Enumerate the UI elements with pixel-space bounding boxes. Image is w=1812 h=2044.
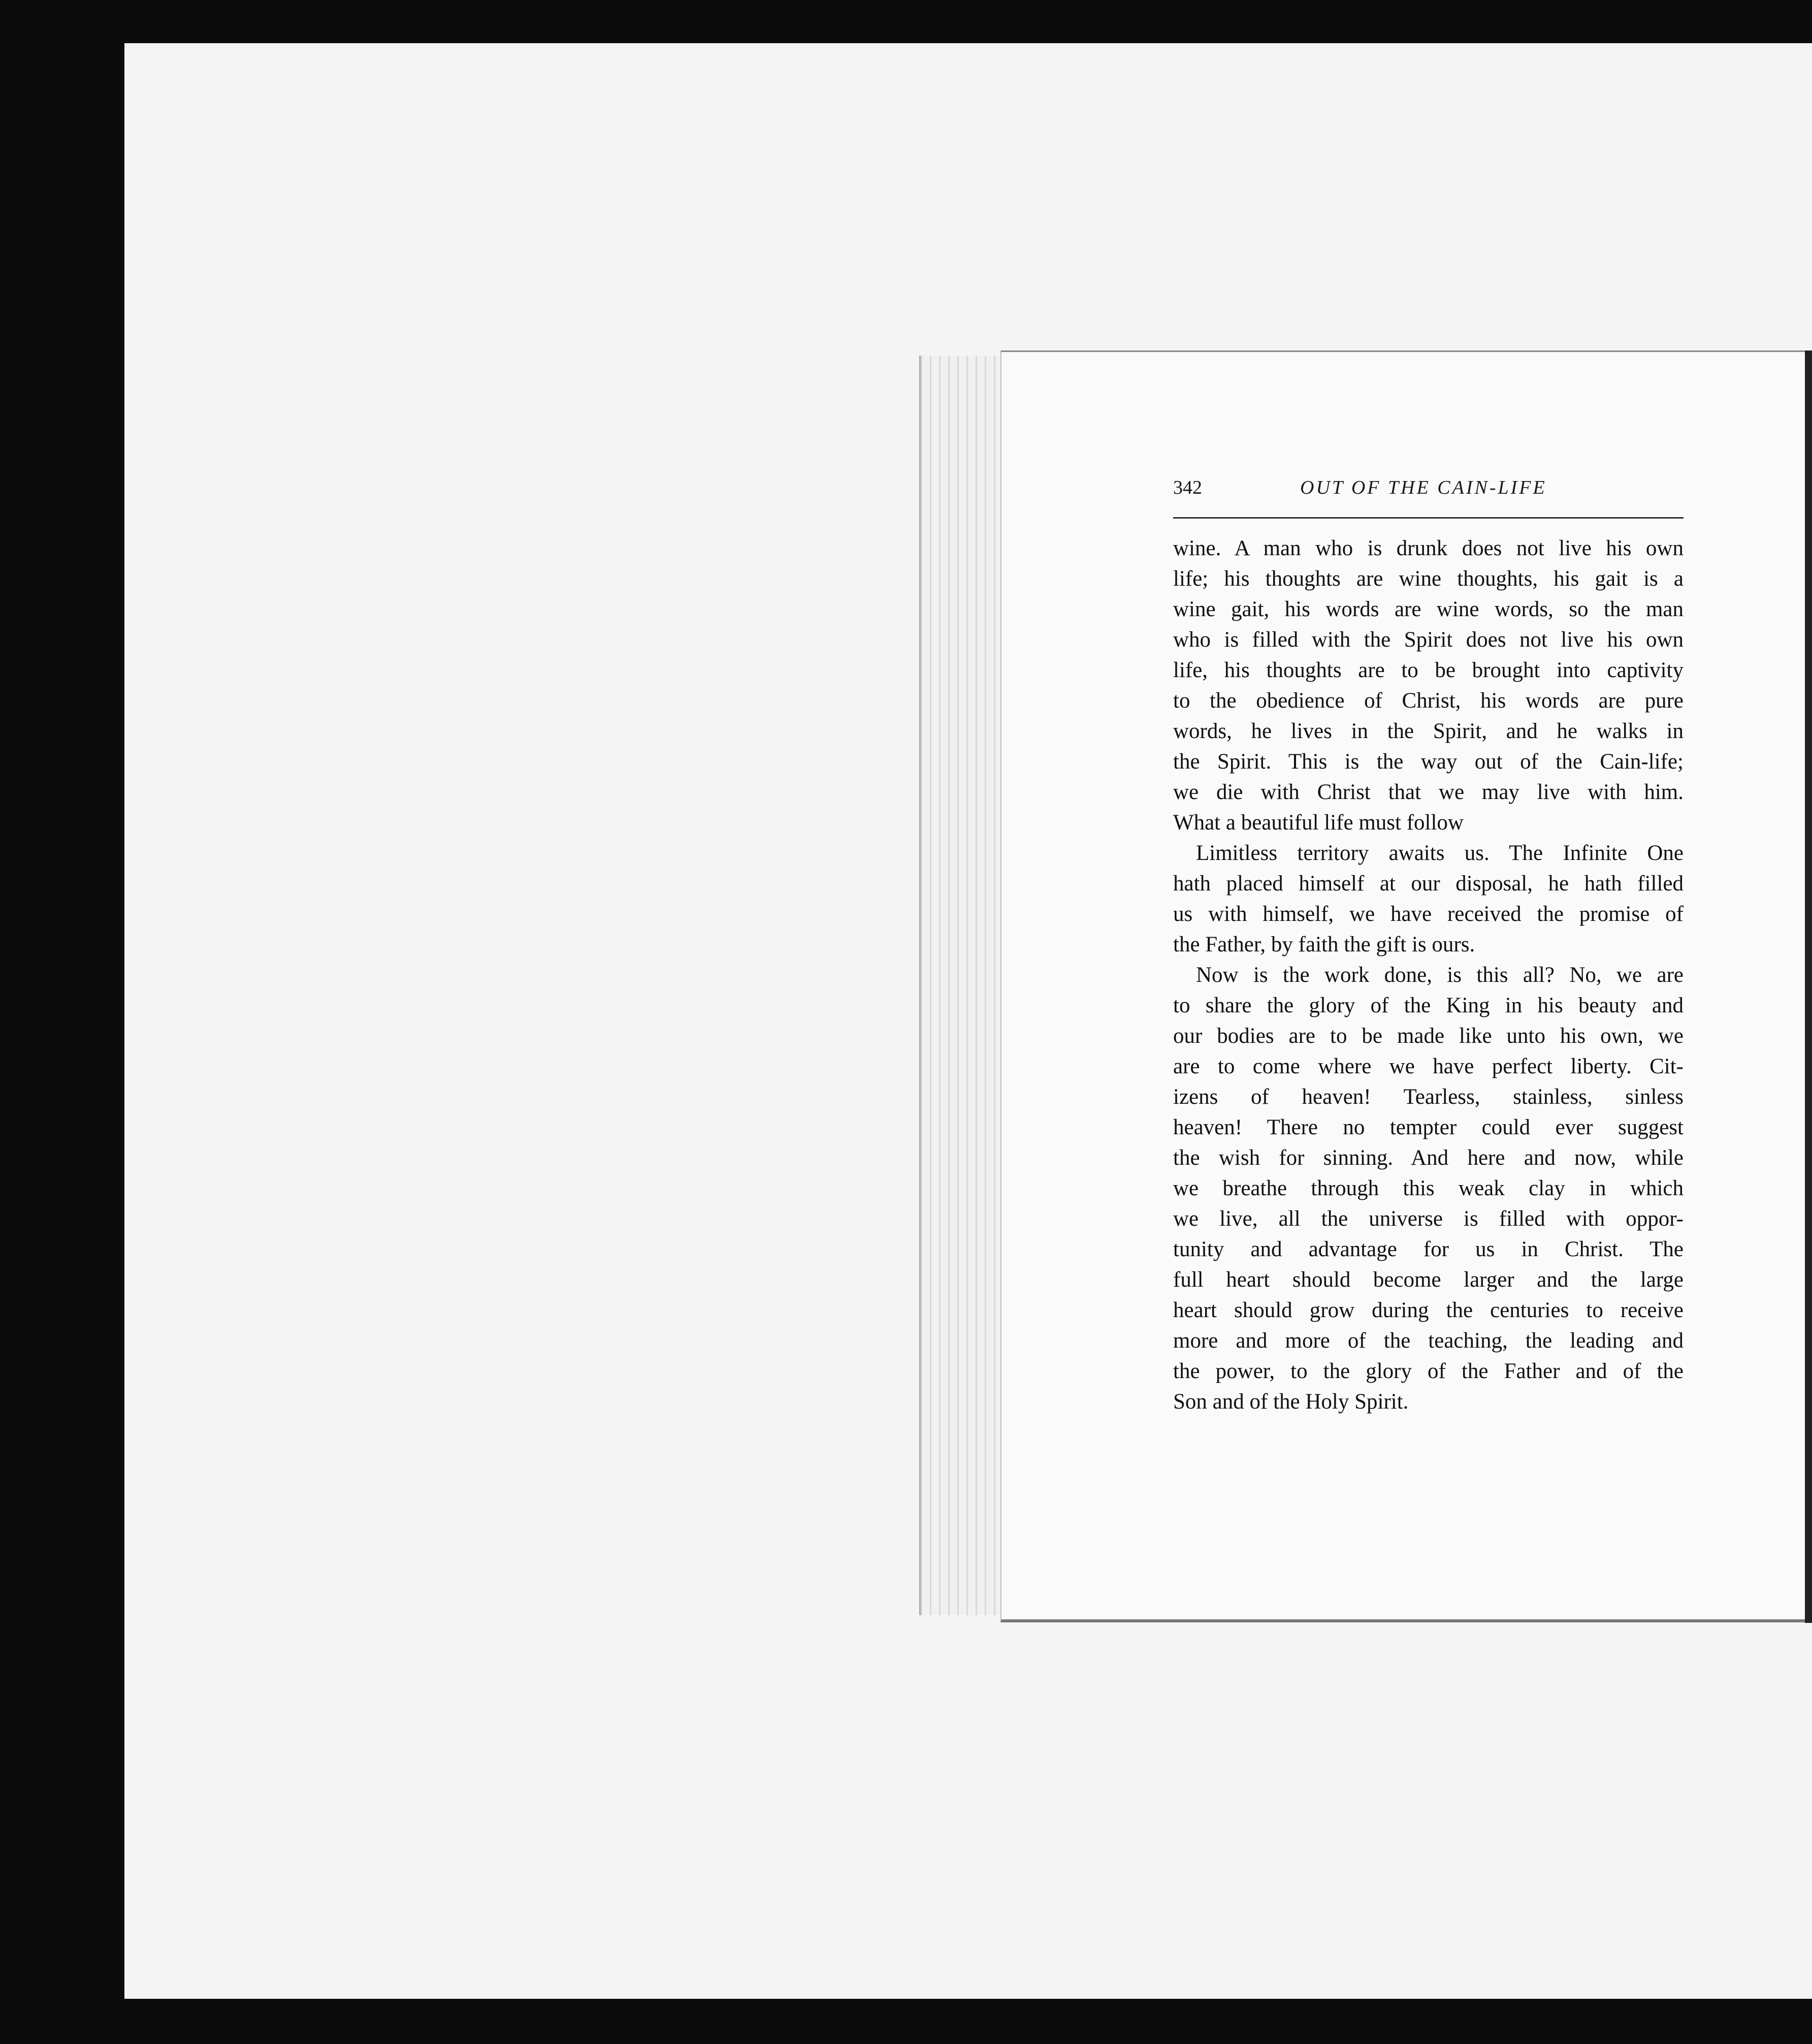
text-line: the Father, by faith the gift is ours.: [1173, 933, 1475, 956]
text-line: to the obedience of Christ, his words are pure: [1173, 689, 1684, 713]
text-line: the Spirit. This is the way out of the Cain-life;: [1173, 750, 1684, 774]
text-line: heaven! There no tempter could ever suggest: [1173, 1115, 1684, 1139]
text-line: Limitless territory awaits us. The Infinite One: [1196, 841, 1684, 865]
running-title: OUT OF THE CAIN-LIFE: [1300, 477, 1547, 498]
text-line: life, his thoughts are to be brought into captivity: [1173, 658, 1684, 682]
text-line: us with himself, we have received the promise of: [1173, 902, 1684, 926]
text-line: heart should grow during the centuries to receive: [1173, 1298, 1684, 1322]
text-line: wine. A man who is drunk does not live his own: [1173, 536, 1684, 560]
text-line: more and more of the teaching, the leading and: [1173, 1329, 1684, 1353]
text-line: words, he lives in the Spirit, and he walks in: [1173, 719, 1684, 743]
text-line: our bodies are to be made like unto his own, we: [1173, 1024, 1684, 1048]
text-line: wine gait, his words are wine words, so the man: [1173, 597, 1684, 621]
page-number: 342: [1173, 477, 1202, 498]
text-line: What a beautiful life must follow: [1173, 811, 1464, 835]
running-head: [1173, 476, 1684, 512]
text-line: Son and of the Holy Spirit.: [1173, 1390, 1409, 1414]
text-line: are to come where we have perfect liberty. Cit-: [1173, 1055, 1684, 1078]
text-line: the power, to the glory of the Father and of the: [1173, 1359, 1684, 1383]
page-edges: [919, 356, 1007, 1615]
body-text: [1173, 533, 1684, 1417]
top-border: [0, 0, 1812, 11]
text-line: we live, all the universe is filled with oppor-: [1173, 1207, 1684, 1231]
text-line: life; his thoughts are wine thoughts, his gait is a: [1173, 567, 1684, 591]
text-line: we die with Christ that we may live with him.: [1173, 780, 1684, 804]
text-line: we breathe through this weak clay in which: [1173, 1176, 1684, 1200]
text-line: the wish for sinning. And here and now, while: [1173, 1146, 1684, 1170]
text-line: to share the glory of the King in his beauty and: [1173, 994, 1684, 1017]
text-line: Now is the work done, is this all? No, we are: [1196, 963, 1684, 987]
book-spine-shadow: [1805, 350, 1812, 1623]
text-line: hath placed himself at our disposal, he hath filled: [1173, 872, 1684, 896]
text-line: full heart should become larger and the large: [1173, 1268, 1684, 1292]
text-line: izens of heaven! Tearless, stainless, sinless: [1173, 1085, 1684, 1109]
text-line: tunity and advantage for us in Christ. The: [1173, 1237, 1684, 1261]
header-rule: [1173, 517, 1684, 519]
text-line: who is filled with the Spirit does not live his own: [1173, 628, 1684, 652]
